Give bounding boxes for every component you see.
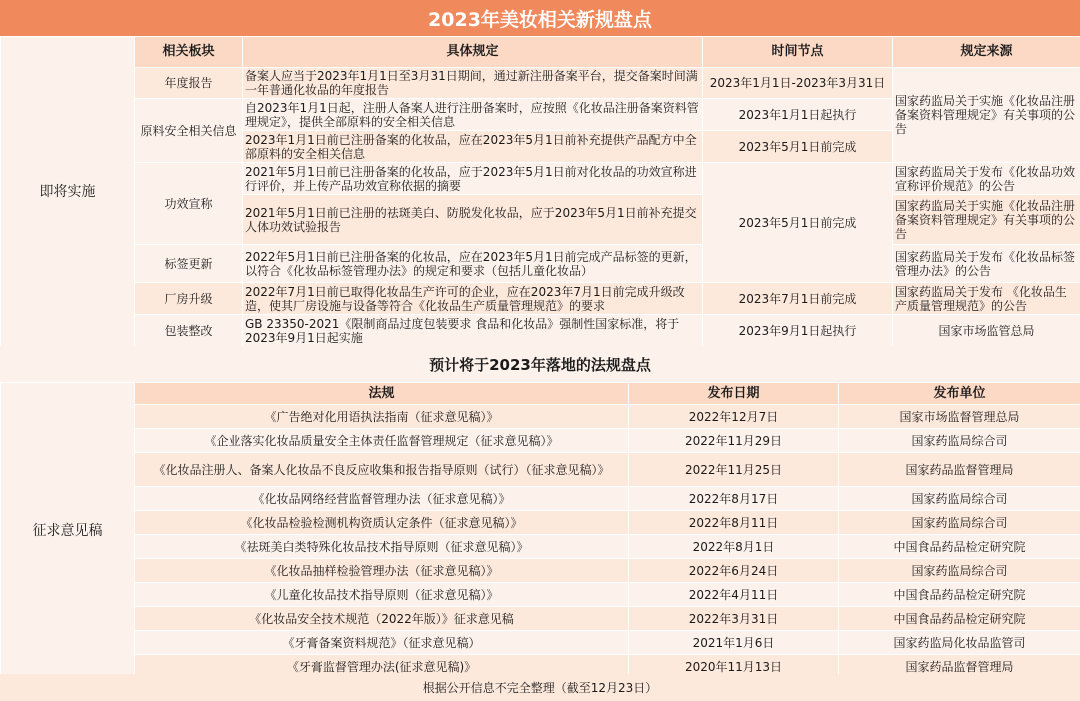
law-cell: 《牙膏备案资料规范》（征求意见稿）	[135, 631, 629, 655]
column-header: 规定来源	[893, 37, 1080, 68]
table-row	[1, 535, 1080, 559]
unit-cell: 国家市场监督管理总局	[839, 405, 1080, 429]
rule-cell: 2022年5月1日前已注册备案的化妆品，应在2023年5月1日前完成产品标签的更新，以符合《化妆品标签管理办法》的规定和要求（包括儿童化妆品）	[243, 245, 703, 283]
unit-cell: 国家药监局综合司	[839, 487, 1080, 511]
time-cell: 2023年7月1日前完成	[703, 283, 893, 315]
page-title: 2023年美妆相关新规盘点	[0, 0, 1080, 36]
category-cell: 即将实施	[1, 37, 135, 347]
column-header: 法规	[135, 383, 629, 405]
date-cell: 2022年11月29日	[629, 429, 839, 453]
table-row	[1, 245, 1080, 283]
rule-cell: 2021年5月1日前已注册备案的化妆品，应于2023年5月1日前对化妆品的功效宣称进行评价，并上传产品功效宣称依据的摘要	[243, 163, 703, 195]
footer-note: 根据公开信息不完全整理（截至12月23日）	[0, 674, 1080, 701]
time-cell: 2023年1月1日起执行	[703, 99, 893, 131]
time-cell: 2023年1月1日-2023年3月31日	[703, 68, 893, 99]
law-cell: 《牙膏监督管理办法(征求意见稿)》	[135, 655, 629, 679]
section-title: 预计将于2023年落地的法规盘点	[0, 346, 1080, 382]
column-header: 相关板块	[135, 37, 243, 68]
table-row	[1, 405, 1080, 429]
date-cell: 2022年8月1日	[629, 535, 839, 559]
upcoming-rules-table	[0, 36, 1080, 347]
source-cell: 国家市场监管总局	[893, 315, 1080, 347]
table-row	[1, 68, 1080, 99]
table-header-row	[1, 383, 1080, 405]
section-cell: 原料安全相关信息	[135, 99, 243, 163]
date-cell: 2022年11月25日	[629, 453, 839, 487]
time-cell: 2023年9月1日起执行	[703, 315, 893, 347]
source-cell: 国家药监局关于发布 《化妆品生产质量管理规范》的公告	[893, 283, 1080, 315]
table-row	[1, 559, 1080, 583]
date-cell: 2022年12月7日	[629, 405, 839, 429]
date-cell: 2022年8月17日	[629, 487, 839, 511]
unit-cell: 国家药监局综合司	[839, 511, 1080, 535]
source-cell: 国家药监局关于实施《化妆品注册备案资料管理规定》有关事项的公告	[893, 195, 1080, 245]
law-cell: 《企业落实化妆品质量安全主体责任监督管理规定（征求意见稿）》	[135, 429, 629, 453]
rule-cell: 2023年1月1日前已注册备案的化妆品，应在2023年5月1日前补充提供产品配方中全部原料的安全相关信息	[243, 131, 703, 163]
law-cell: 《化妆品注册人、备案人化妆品不良反应收集和报告指导原则（试行）（征求意见稿）》	[135, 453, 629, 487]
law-cell: 《化妆品检验检测机构资质认定条件（征求意见稿）》	[135, 511, 629, 535]
column-header: 具体规定	[243, 37, 703, 68]
column-header: 时间节点	[703, 37, 893, 68]
time-cell: 2023年5月1日前完成	[703, 163, 893, 283]
rule-cell: GB 23350-2021《限制商品过度包装要求 食品和化妆品》强制性国家标准，将于2023年9月1日起实施	[243, 315, 703, 347]
section-cell: 功效宣称	[135, 163, 243, 245]
source-cell: 国家药监局关于发布《化妆品功效宣称评价规范》的公告	[893, 163, 1080, 195]
table-header-row	[1, 37, 1080, 68]
source-cell: 国家药监局关于实施《化妆品注册备案资料管理规定》有关事项的公告	[893, 68, 1080, 163]
table-row	[1, 283, 1080, 315]
rule-cell: 备案人应当于2023年1月1日至3月31日期间，通过新注册备案平台，提交备案时间满一年普通化妆品的年度报告	[243, 68, 703, 99]
unit-cell: 国家药品监督管理局	[839, 655, 1080, 679]
unit-cell: 国家药监局综合司	[839, 559, 1080, 583]
table-row	[1, 453, 1080, 487]
date-cell: 2022年3月31日	[629, 607, 839, 631]
law-cell: 《化妆品安全技术规范（2022年版）》征求意见稿	[135, 607, 629, 631]
time-cell: 2023年5月1日前完成	[703, 131, 893, 163]
section-cell: 年度报告	[135, 68, 243, 99]
date-cell: 2021年1月6日	[629, 631, 839, 655]
table-row	[1, 315, 1080, 347]
date-cell: 2022年6月24日	[629, 559, 839, 583]
date-cell: 2022年4月11日	[629, 583, 839, 607]
table-row	[1, 163, 1080, 195]
unit-cell: 中国食品药品检定研究院	[839, 535, 1080, 559]
law-cell: 《广告绝对化用语执法指南（征求意见稿）》	[135, 405, 629, 429]
date-cell: 2022年8月11日	[629, 511, 839, 535]
section-cell: 标签更新	[135, 245, 243, 283]
draft-regulations-table	[0, 382, 1080, 679]
law-cell: 《儿童化妆品技术指导原则（征求意见稿）》	[135, 583, 629, 607]
table-row	[1, 631, 1080, 655]
law-cell: 《化妆品抽样检验管理办法（征求意见稿）》	[135, 559, 629, 583]
rule-cell: 自2023年1月1日起，注册人备案人进行注册备案时，应按照《化妆品注册备案资料管理规定》，提供全部原料的安全相关信息	[243, 99, 703, 131]
table-row	[1, 583, 1080, 607]
law-cell: 《化妆品网络经营监督管理办法（征求意见稿）》	[135, 487, 629, 511]
section-cell: 包装整改	[135, 315, 243, 347]
unit-cell: 中国食品药品检定研究院	[839, 583, 1080, 607]
rule-cell: 2021年5月1日前已注册的祛斑美白、防脱发化妆品，应于2023年5月1日前补充提交人体功效试验报告	[243, 195, 703, 245]
unit-cell: 国家药品监督管理局	[839, 453, 1080, 487]
date-cell: 2020年11月13日	[629, 655, 839, 679]
table-row	[1, 511, 1080, 535]
section-cell: 厂房升级	[135, 283, 243, 315]
category-cell: 征求意见稿	[1, 383, 135, 679]
table-row	[1, 607, 1080, 631]
source-cell: 国家药监局关于发布《化妆品标签管理办法》的公告	[893, 245, 1080, 283]
unit-cell: 中国食品药品检定研究院	[839, 607, 1080, 631]
column-header: 发布单位	[839, 383, 1080, 405]
unit-cell: 国家药监局化妆品监管司	[839, 631, 1080, 655]
rule-cell: 2022年7月1日前已取得化妆品生产许可的企业，应在2023年7月1日前完成升级改造，使其厂房设施与设备等符合《化妆品生产质量管理规范》的要求	[243, 283, 703, 315]
column-header: 发布日期	[629, 383, 839, 405]
table-row	[1, 487, 1080, 511]
law-cell: 《祛斑美白类特殊化妆品技术指导原则（征求意见稿）》	[135, 535, 629, 559]
table-row	[1, 429, 1080, 453]
unit-cell: 国家药监局综合司	[839, 429, 1080, 453]
